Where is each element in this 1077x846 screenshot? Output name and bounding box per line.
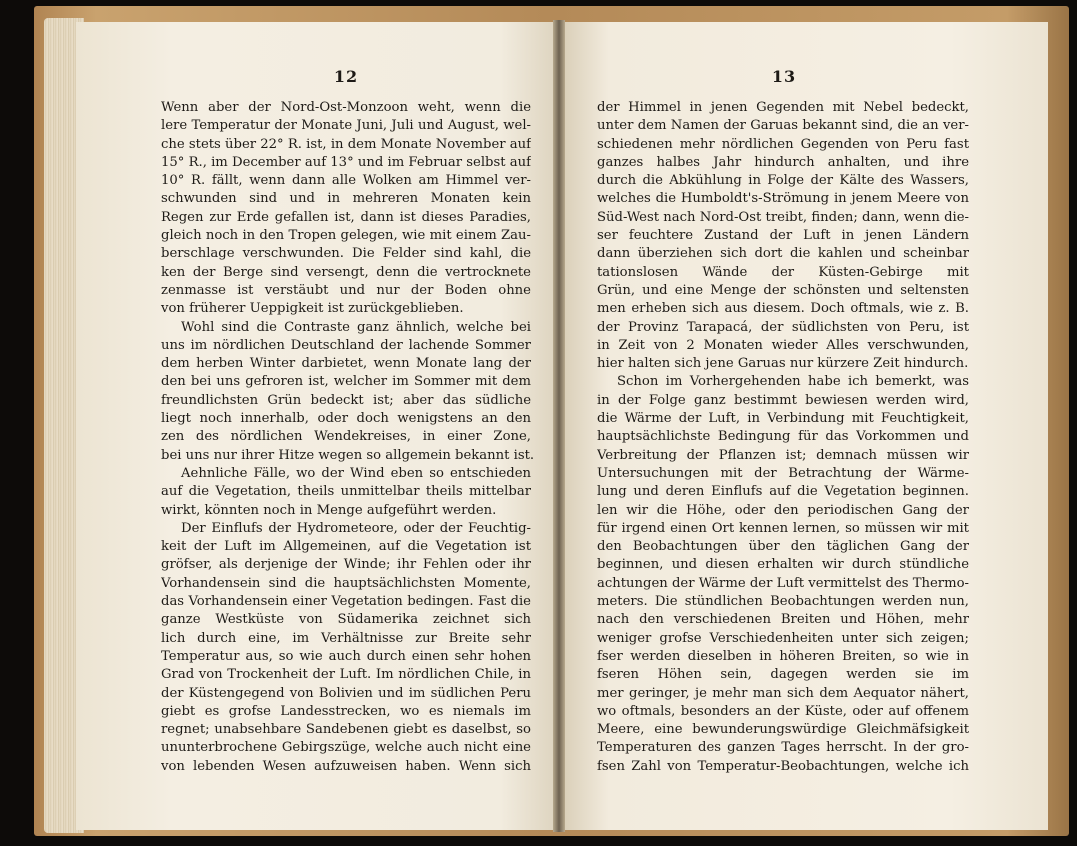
text-line: meters. Die stündlichen Beobachtungen werden nun, <box>597 594 969 610</box>
text-line: hauptsächlichste Bedingung für das Vorkommen und <box>597 429 969 445</box>
text-line: keit der Luft im Allgemeinen, auf die Vegetation ist <box>161 539 531 555</box>
text-line: welches die Humboldt's-Strömung in jenem Meere von <box>597 191 969 207</box>
text-line: auf die Vegetation, theils unmittelbar theils mittelbar <box>161 484 531 500</box>
text-line: gleich noch in den Tropen gelegen, wie mit einem Zau- <box>161 228 531 244</box>
text-line: ser feuchtere Zustand der Luft in jenen Ländern <box>597 228 969 244</box>
text-line: Wenn aber der Nord-Ost-Monzoon weht, wenn die <box>161 100 531 115</box>
text-line: ken der Berge sind versengt, denn die vertrocknete <box>161 264 531 280</box>
text-line: wo oftmals, besonders an der Küste, oder auf offenem <box>597 703 969 719</box>
text-line: uns im nördlichen Deutschland der lachende Sommer <box>161 337 531 353</box>
text-line: den Beobachtungen über den täglichen Gang der <box>597 539 969 555</box>
text-line: bei uns nur ihrer Hitze wegen so allgemein bekannt ist. <box>161 447 535 463</box>
right-page <box>560 22 1048 830</box>
text-line: Wohl sind die Contraste ganz ähnlich, welche bei <box>181 319 531 335</box>
page-number: 12 <box>333 67 359 86</box>
text-line: Vorhandensein sind die hauptsächlichsten Momente, <box>161 575 531 591</box>
page-text <box>597 99 969 776</box>
text-line: ganzes halbes Jahr hindurch anhalten, und ihre <box>597 154 969 170</box>
left-page <box>76 22 558 830</box>
book-gutter <box>553 20 565 832</box>
text-line: gröfser, als derjenige der Winde; ihr Fehlen oder ihr <box>161 557 531 573</box>
text-line: ganze Westküste von Südamerika zeichnet sich <box>161 612 531 628</box>
text-line: Der Einflufs der Hydrometeore, oder der Feuchtig- <box>181 520 531 536</box>
text-line: unter dem Namen der Garuas bekannt sind, die an ver- <box>597 118 969 134</box>
text-line: liegt noch innerhalb, oder doch wenigstens an den <box>161 411 531 427</box>
page-text <box>161 99 535 776</box>
page-number: 13 <box>771 67 797 86</box>
text-line: schiedenen mehr nördlichen Gegenden von Peru fast <box>597 136 969 152</box>
text-line: 10° R. fällt, wenn dann alle Wolken am Himmel ver- <box>161 173 531 189</box>
text-line: der Küstengegend von Bolivien und im südlichen Peru <box>161 685 531 701</box>
text-line: Süd-West nach Nord-Ost treibt, finden; dann, wenn die- <box>597 209 969 225</box>
text-line: regnet; unabsehbare Sandebenen giebt es daselbst, so <box>161 722 531 738</box>
text-line: lung und deren Einflufs auf die Vegetation beginnen. <box>597 484 969 500</box>
text-line: Regen zur Erde gefallen ist, dann ist dieses Paradies, <box>161 209 531 225</box>
text-line: lere Temperatur der Monate Juni, Juli und August, wel- <box>161 118 531 134</box>
text-line: Grad von Trockenheit der Luft. Im nördlichen Chile, in <box>161 667 531 683</box>
text-line: Untersuchungen mit der Betrachtung der Wärme- <box>597 465 969 481</box>
text-line: fsen Zahl von Temperatur-Beobachtungen, welche ich <box>597 758 969 774</box>
text-line: Temperaturen des ganzen Tages herrscht. In der gro- <box>597 740 969 756</box>
text-line: fser werden dieselben in höheren Breiten, so wie in <box>597 648 969 664</box>
text-line: che stets über 22° R. ist, in dem Monate November auf <box>161 136 531 152</box>
text-line: Schon im Vorhergehenden habe ich bemerkt, was <box>617 374 969 390</box>
text-line: Aehnliche Fälle, wo der Wind eben so entschieden <box>181 465 531 481</box>
text-line: berschlage verschwunden. Die Felder sind kahl, die <box>161 246 531 262</box>
text-line: das Vorhandensein einer Vegetation bedingen. Fast die <box>161 594 531 610</box>
text-line: zen des nördlichen Wendekreises, in einer Zone, <box>161 429 531 445</box>
text-line: der Himmel in jenen Gegenden mit Nebel bedeckt, <box>597 100 969 115</box>
text-line: giebt es grofse Landesstrecken, wo es niemals im <box>161 703 531 719</box>
text-line: beginnen, und diesen erhalten wir durch stündliche <box>597 557 969 573</box>
text-line: der Provinz Tarapacá, der südlichsten von Peru, ist <box>597 319 969 335</box>
text-line: zenmasse ist verstäubt und nur der Boden ohne <box>161 282 531 298</box>
text-line: in der Folge ganz bestimmt bewiesen werden wird, <box>597 392 969 408</box>
text-line: hier halten sich jene Garuas nur kürzere Zeit hindurch. <box>597 356 969 372</box>
text-line: Grün, und eine Menge der schönsten und seltensten <box>597 282 969 298</box>
text-line: wirkt, könnten noch in Menge aufgeführt werden. <box>161 502 497 518</box>
text-line: dann überziehen sich dort die kahlen und scheinbar <box>597 246 969 262</box>
text-line: die Wärme der Luft, in Verbindung mit Feuchtigkeit, <box>597 411 969 427</box>
text-line: den bei uns gefroren ist, welcher im Sommer mit dem <box>161 374 531 390</box>
text-line: Meere, eine bewunderungswürdige Gleichmäfsigkeit <box>597 722 969 738</box>
text-line: 15° R., im December auf 13° und im Februar selbst auf <box>161 154 531 170</box>
text-line: fseren Höhen sein, dagegen werden sie im <box>597 667 969 683</box>
text-line: ununterbrochene Gebirgszüge, welche auch nicht eine <box>161 740 531 756</box>
text-line: Verbreitung der Pflanzen ist; demnach müssen wir <box>597 447 969 463</box>
text-line: durch die Abkühlung in Folge der Kälte des Wassers, <box>597 173 969 189</box>
text-line: len wir die Höhe, oder den periodischen Gang der <box>597 502 969 518</box>
text-line: Temperatur aus, so wie auch durch einen sehr hohen <box>161 648 531 664</box>
text-line: schwunden sind und in mehreren Monaten kein <box>161 191 531 207</box>
text-line: freundlichsten Grün bedeckt ist; aber das südliche <box>161 392 531 408</box>
text-line: dem herben Winter darbietet, wenn Monate lang der <box>161 356 531 372</box>
text-line: für irgend einen Ort kennen lernen, so müssen wir mit <box>597 520 969 536</box>
text-line: lich durch eine, im Verhältnisse zur Breite sehr <box>161 630 531 646</box>
text-line: in Zeit von 2 Monaten wieder Alles verschwunden, <box>597 337 969 353</box>
text-line: nach den verschiedenen Breiten und Höhen, mehr <box>597 612 969 628</box>
text-line: tationslosen Wände der Küsten-Gebirge mit <box>597 264 969 280</box>
text-line: von früherer Ueppigkeit ist zurückgeblieben. <box>161 301 464 317</box>
text-line: von lebenden Wesen aufzuweisen haben. Wenn sich <box>161 758 531 774</box>
text-line: mer geringer, je mehr man sich dem Aequator nähert, <box>597 685 969 701</box>
text-line: men erheben sich aus diesem. Doch oftmals, wie z. B. <box>597 301 969 317</box>
text-line: achtungen der Wärme der Luft vermittelst des Thermo- <box>597 575 969 591</box>
text-line: weniger grofse Verschiedenheiten unter sich zeigen; <box>597 630 969 646</box>
